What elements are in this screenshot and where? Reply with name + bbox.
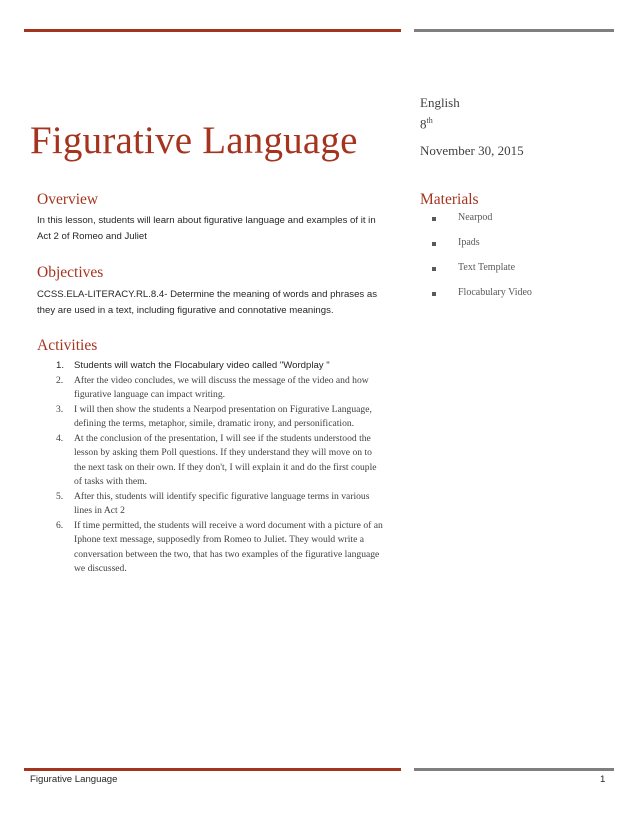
- materials-item: [432, 237, 532, 262]
- materials-item: [432, 287, 532, 312]
- activity-number: 5.: [56, 490, 64, 502]
- activity-text: If time permitted, the students will receive a word document with a picture of an Iphone text message, supposedly from Romeo to Juliet. They would write a conversation between the two, that has two examples of the figurative language we discussed.: [74, 519, 383, 574]
- activities-list: [56, 359, 386, 577]
- materials-item-label: Nearpod: [458, 212, 493, 223]
- square-bullet-icon: [432, 292, 436, 296]
- page-number: 1: [600, 774, 606, 785]
- materials-item-label: Ipads: [458, 237, 480, 248]
- activity-text: Students will watch the Flocabulary video called "Wordplay ": [74, 360, 330, 371]
- activity-item: [56, 490, 386, 519]
- activity-item: [56, 519, 386, 577]
- materials-item: [432, 212, 532, 237]
- materials-list: [432, 212, 532, 312]
- activity-number: 6.: [56, 519, 64, 531]
- square-bullet-icon: [432, 217, 436, 221]
- activity-number: 4.: [56, 432, 64, 444]
- activity-item: [56, 359, 386, 374]
- activity-number: 2.: [56, 374, 64, 386]
- materials-item: [432, 262, 532, 287]
- subject-label: English: [420, 95, 460, 110]
- activity-number: 1.: [56, 360, 65, 371]
- overview-heading: Overview: [37, 191, 99, 208]
- activity-item: [56, 432, 386, 490]
- footer-rule-red: [24, 768, 401, 771]
- header-rule-gray: [414, 29, 614, 32]
- materials-item-label: Text Template: [458, 262, 516, 273]
- objectives-heading: Objectives: [37, 264, 104, 281]
- activity-item: [56, 374, 386, 403]
- materials-heading: Materials: [420, 191, 479, 208]
- activity-text: At the conclusion of the presentation, I will see if the students understood the lesson by asking them Poll questions. If they understand they will move on to the next task on their own. If they don't, I will explain it and do the first couple of tasks with them.: [74, 432, 377, 487]
- objectives-text: CCSS.ELA-LITERACY.RL.8.4- Determine the meaning of words and phrases as they are used in a text, including figurative and connotative meanings.: [37, 289, 378, 316]
- grade-label: [420, 116, 433, 132]
- activity-item: [56, 403, 386, 432]
- square-bullet-icon: [432, 242, 436, 246]
- footer-rule-gray: [414, 768, 614, 771]
- materials-item-label: Flocabulary Video: [458, 287, 532, 298]
- activities-heading: Activities: [37, 337, 98, 354]
- overview-text: In this lesson, students will learn about figurative language and examples of it in Act 2 of Romeo and Juliet: [37, 215, 376, 242]
- square-bullet-icon: [432, 267, 436, 271]
- activity-number: 3.: [56, 403, 64, 415]
- header-rule-red: [24, 29, 401, 32]
- activity-text: After the video concludes, we will discuss the message of the video and how figurative language can impact writing.: [74, 374, 369, 400]
- date-label: November 30, 2015: [420, 143, 524, 158]
- activity-text: After this, students will identify specific figurative language terms in various lines in Act 2: [74, 490, 370, 516]
- grade-suffix: th: [426, 116, 433, 125]
- page-title: Figurative Language: [30, 119, 358, 162]
- footer-title: Figurative Language: [30, 774, 118, 785]
- grade-number: 8: [420, 116, 427, 132]
- activity-text: I will then show the students a Nearpod presentation on Figurative Language, defining the terms, metaphor, simile, dramatic irony, and personification.: [74, 403, 372, 429]
